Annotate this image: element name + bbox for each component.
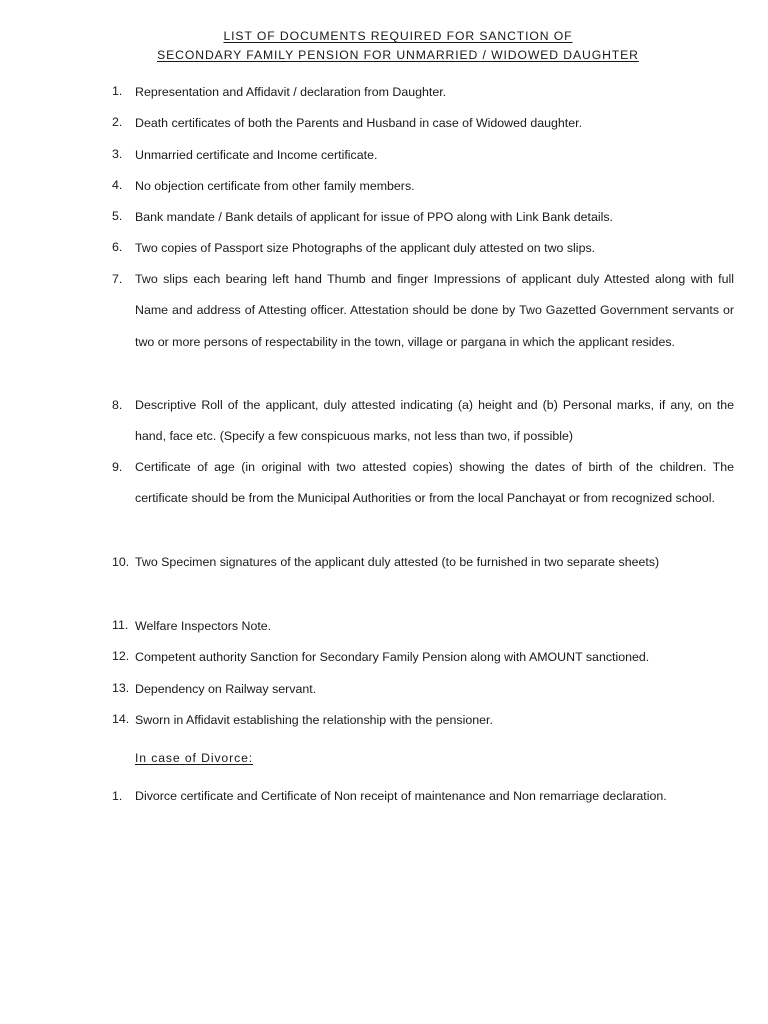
list-item-number: 14. [112, 712, 130, 726]
list-item-text: Divorce certificate and Certificate of Non receipt of maintenance and Non remarriage declaration. [135, 789, 667, 803]
list-item-number: 2. [112, 115, 123, 129]
list-item [112, 712, 734, 728]
list-item-number: 4. [112, 178, 123, 192]
list-item-number: 6. [112, 240, 123, 254]
list-item [112, 390, 734, 453]
list-item-number: 7. [112, 272, 123, 286]
list-item-text: Two slips each bearing left hand Thumb and finger Impressions of applicant duly Attested along with full Name and address of Attesting officer. Attestation should be done by Two Gazetted Government servants or two or more persons of respectability in the town, village or pargana in which the applicant resides. [135, 272, 734, 349]
list-item-number: 3. [112, 147, 123, 161]
list-item [112, 178, 734, 194]
list-item-text: Competent authority Sanction for Secondary Family Pension along with AMOUNT sanctioned. [135, 650, 650, 664]
list-item-text: Two copies of Passport size Photographs of the applicant duly attested on two slips. [135, 241, 596, 255]
list-item [112, 785, 734, 809]
list-item [112, 681, 734, 697]
list-item [112, 84, 734, 100]
list-item-number: 1. [112, 789, 123, 803]
list-item-text: No objection certificate from other family members. [135, 179, 415, 193]
list-item [112, 209, 734, 225]
list-item [112, 452, 734, 515]
list-item-text: Bank mandate / Bank details of applicant for issue of PPO along with Link Bank details. [135, 210, 614, 224]
list-item [112, 147, 734, 163]
list-item [112, 115, 734, 131]
list-item-number: 9. [112, 460, 123, 474]
list-item [112, 547, 734, 578]
list-item-number: 1. [112, 84, 123, 98]
list-item-number: 8. [112, 398, 123, 412]
list-item-number: 11. [112, 618, 129, 632]
list-item-text: Unmarried certificate and Income certificate. [135, 148, 378, 162]
list-item-text: Certificate of age (in original with two attested copies) showing the dates of birth of the children. The certificate should be from the Municipal Authorities or from the local Panchayat or from recognized school. [135, 460, 734, 506]
list-item-number: 10. [112, 555, 130, 569]
list-item-number: 12. [112, 649, 130, 663]
list-item [112, 264, 734, 358]
divorce-section-heading: In case of Divorce: [135, 751, 254, 765]
document-title-line-1: LIST OF DOCUMENTS REQUIRED FOR SANCTION OF [223, 29, 573, 43]
list-item-text: Representation and Affidavit / declaration from Daughter. [135, 85, 447, 99]
list-item-number: 13. [112, 681, 130, 695]
list-item-text: Death certificates of both the Parents and Husband in case of Widowed daughter. [135, 116, 583, 130]
list-item-text: Two Specimen signatures of the applicant duly attested (to be furnished in two separate sheets) [135, 555, 660, 569]
list-item [112, 240, 734, 256]
list-item-text: Sworn in Affidavit establishing the relationship with the pensioner. [135, 713, 493, 727]
list-item-number: 5. [112, 209, 123, 223]
list-item-text: Dependency on Railway servant. [135, 682, 317, 696]
list-item-text: Descriptive Roll of the applicant, duly attested indicating (a) height and (b) Personal marks, if any, on the hand, face etc. (Specify a few conspicuous marks, not less than two, if possible) [135, 398, 734, 444]
document-title-line-2: SECONDARY FAMILY PENSION FOR UNMARRIED / WIDOWED DAUGHTER [157, 48, 639, 62]
list-item-text: Welfare Inspectors Note. [135, 619, 272, 633]
list-item [112, 649, 734, 665]
list-item [112, 618, 734, 634]
